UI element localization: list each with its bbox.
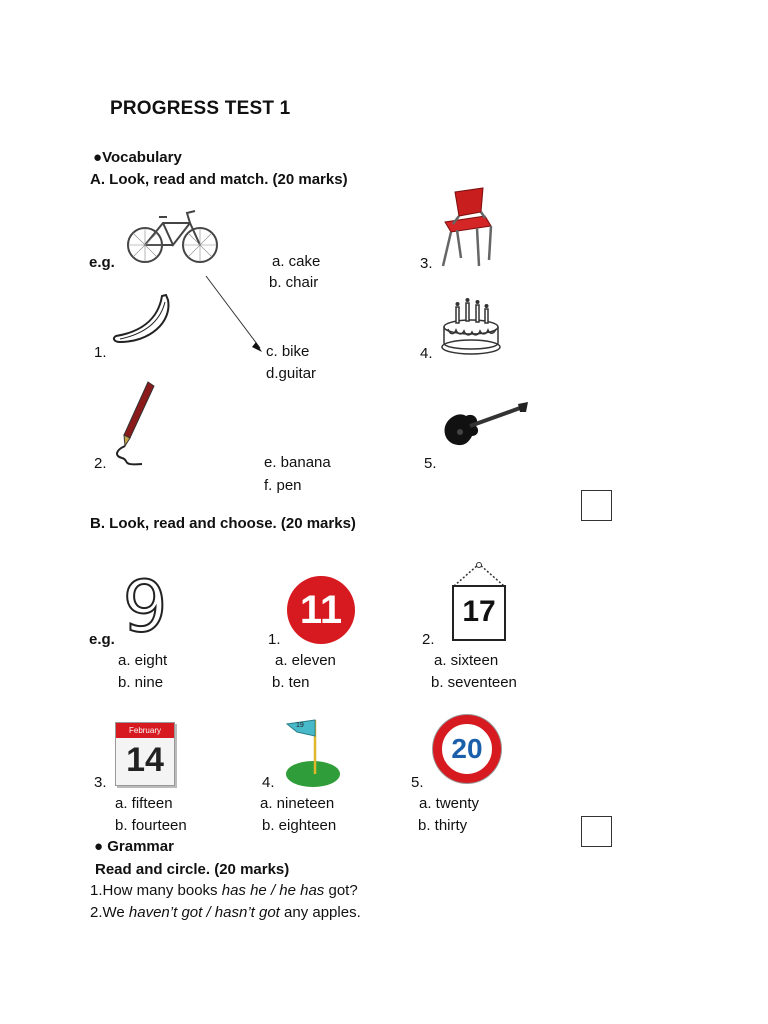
match-option: b. chair [269,274,319,291]
circle-options[interactable]: haven’t got / hasn’t got [128,904,280,921]
choice-a[interactable]: a. eight [118,652,168,669]
match-option: f. pen [264,477,302,494]
pen-picture [112,380,157,468]
item-number: 5. [411,774,424,791]
choice-b[interactable]: b. ten [272,674,310,691]
grammar-heading: ● Grammar [94,838,174,855]
item-number: 3. [420,255,433,272]
hanging-sign-number: 17 [462,595,496,628]
choice-b[interactable]: b. thirty [418,817,468,834]
match-option: e. banana [264,454,331,471]
golf-flag-number: 19 [296,722,304,729]
item-number: 3. [94,774,107,791]
calendar-day: 14 [126,741,164,779]
grammar-instruction: Read and circle. (20 marks) [95,861,290,878]
choice-b[interactable]: b. eighteen [262,817,337,834]
bullet-icon: ● [93,149,103,166]
speed-sign-number: 20 [451,733,483,764]
match-option: a. cake [272,253,321,270]
chair-picture [437,186,495,270]
golf-flag-picture [283,714,343,790]
section-b-instruction: B. Look, read and choose. (20 marks) [90,515,356,532]
item-number: 4. [262,774,275,791]
banana-picture [110,292,174,347]
match-option: c. bike [266,343,310,360]
question-text: 2.We [90,904,129,921]
question-text: any apples. [279,904,361,921]
match-option: d.guitar [266,365,317,382]
guitar-picture [440,400,530,450]
item-number: 2. [94,455,107,472]
vocabulary-heading: ●Vocabulary [93,149,182,166]
score-box-a[interactable] [581,490,612,521]
choice-b[interactable]: b. seventeen [431,674,517,691]
grammar-question-2 [90,904,361,922]
choice-a[interactable]: a. nineteen [260,795,335,812]
question-text: got? [324,882,358,899]
choice-a[interactable]: a. eleven [275,652,336,669]
calendar-month: February [116,723,174,738]
example-label-b: e.g. [89,631,115,648]
speed-sign-picture [433,715,501,783]
bike-picture [125,207,220,269]
choice-a[interactable]: a. sixteen [434,652,499,669]
circle-options[interactable]: has he / he has [221,882,325,899]
item-number: 1. [268,631,281,648]
red-circle-number: 11 [299,587,343,632]
score-box-b[interactable] [581,816,612,847]
example-match-arrow [200,270,270,360]
grammar-question-1 [90,882,358,900]
cake-picture [440,295,502,357]
item-number: 1. [94,344,107,361]
page-title: PROGRESS TEST 1 [110,98,291,119]
item-number: 4. [420,345,433,362]
number-nine-picture: 9 [122,566,168,648]
choice-b[interactable]: b. fourteen [115,817,187,834]
choice-b[interactable]: b. nine [118,674,164,691]
bullet-icon: ● [94,838,108,855]
calendar-picture [115,722,175,786]
choice-a[interactable]: a. fifteen [115,795,173,812]
item-number: 5. [424,455,437,472]
item-number: 2. [422,631,435,648]
question-text: 1.How many books [90,882,222,899]
section-a-instruction: A. Look, read and match. (20 marks) [90,171,348,188]
example-label-a: e.g. [89,254,115,271]
choice-a[interactable]: a. twenty [419,795,480,812]
red-circle-picture [287,576,355,644]
